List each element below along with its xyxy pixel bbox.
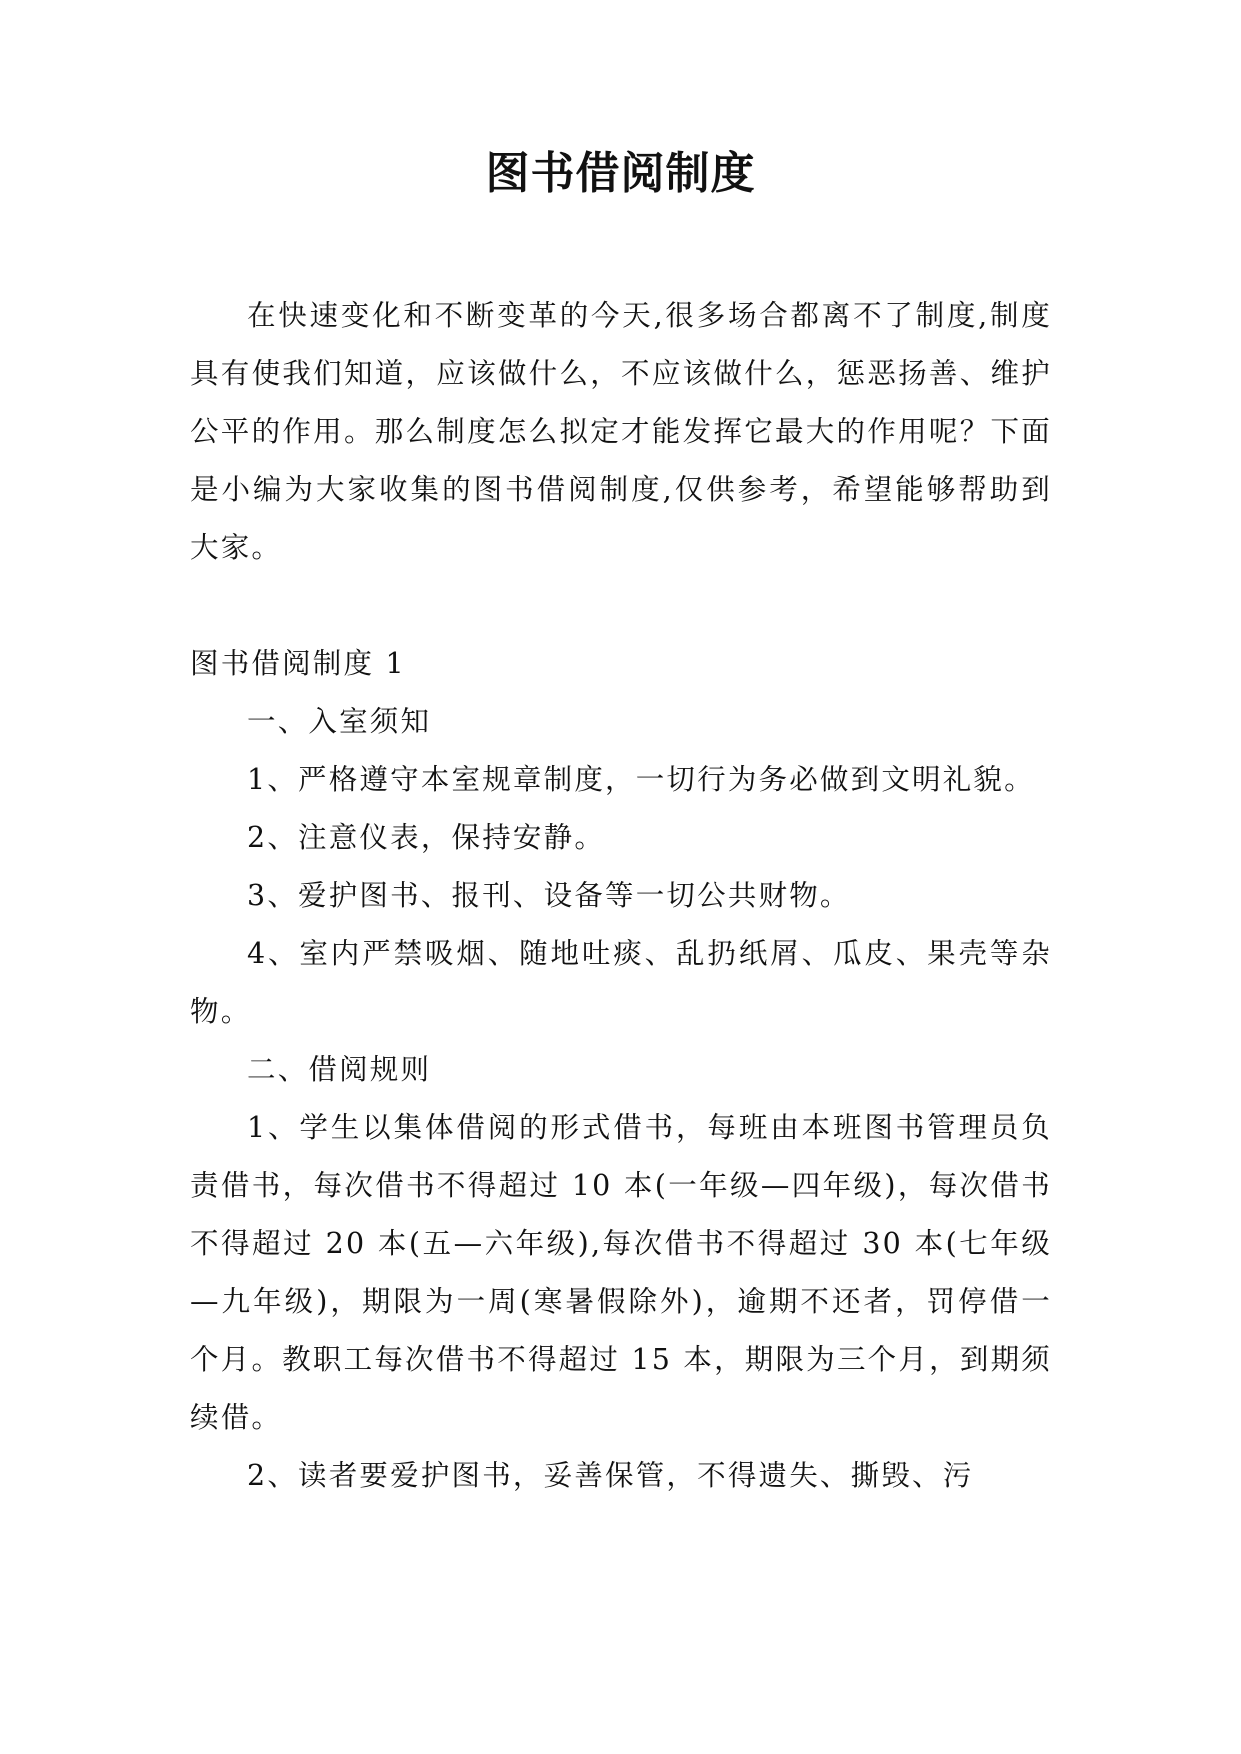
paragraph-gap <box>190 577 1052 635</box>
part1-heading: 一、入室须知 <box>247 705 432 738</box>
section-title: 图书借阅制度 1 <box>190 647 406 680</box>
part2-item-1: 1、学生以集体借阅的形式借书，每班由本班图书管理员负责借书，每次借书不得超过 10 本(一年级—四年级)，每次借书不得超过 20 本(五—六年级),每次借书不得超过 30 本(七年级—九年级)，期限为一周(寒暑假除外)，逾期不还者，罚停借一个月。教职工每次借书不得超过 15 本，期限为三个月，到期须续借。 <box>190 1111 1052 1434</box>
part1-item-4: 4、室内严禁吸烟、随地吐痰、乱扔纸屑、瓜皮、果壳等杂物。 <box>190 937 1052 1028</box>
part2-item-2: 2、读者要爱护图书，妥善保管，不得遗失、撕毁、污 <box>247 1459 974 1492</box>
part1-item-2: 2、注意仪表，保持安静。 <box>247 821 606 854</box>
part1-item-3: 3、爱护图书、报刊、设备等一切公共财物。 <box>247 879 851 912</box>
document-body <box>190 287 1052 1505</box>
part2-heading: 二、借阅规则 <box>247 1053 432 1086</box>
document-title: 图书借阅制度 <box>485 148 756 199</box>
intro-paragraph: 在快速变化和不断变革的今天,很多场合都离不了制度,制度具有使我们知道，应该做什么，不应该做什么，惩恶扬善、维护公平的作用。那么制度怎么拟定才能发挥它最大的作用呢？下面是小编为大家收集的图书借阅制度,仅供参考，希望能够帮助到大家。 <box>190 299 1052 564</box>
part1-item-1: 1、严格遵守本室规章制度，一切行为务必做到文明礼貌。 <box>247 763 1035 796</box>
